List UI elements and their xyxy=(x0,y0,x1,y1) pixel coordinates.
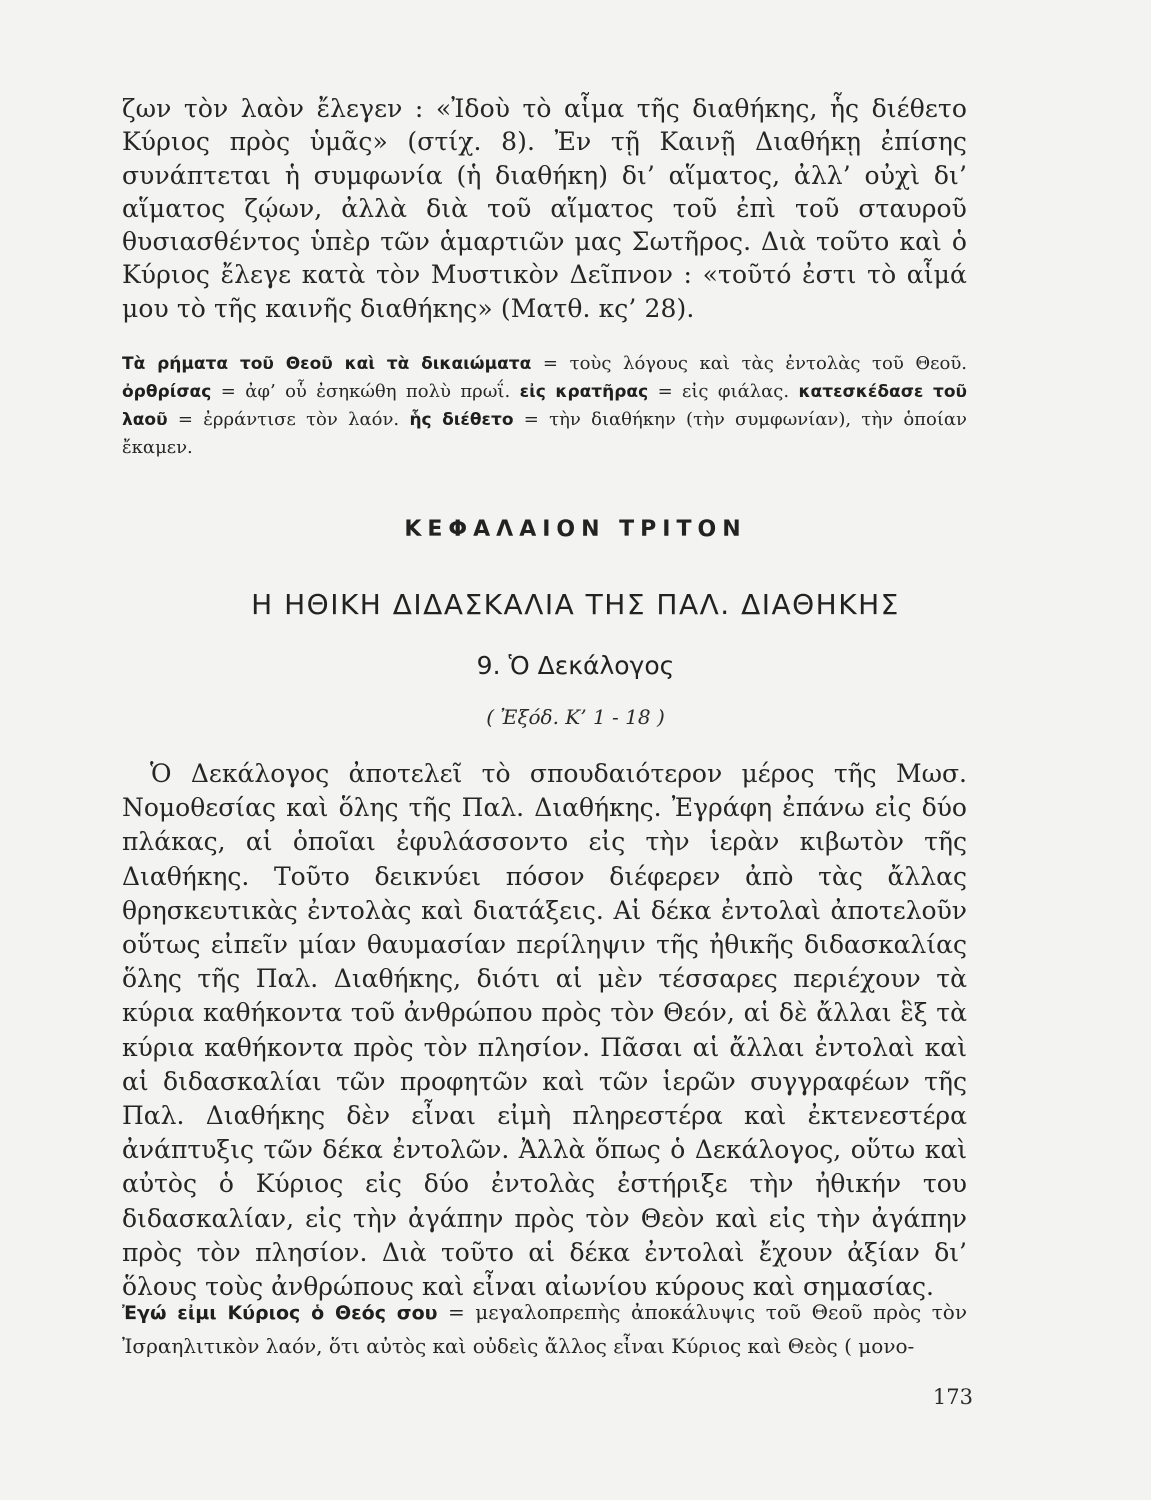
section-heading: Η ΗΘΙΚΗ ΔΙΔΑΣΚΑΛΙΑ ΤΗΣ ΠΑΛ. ΔΙΑΘΗΚΗΣ xyxy=(251,588,900,621)
gloss-definition: = εἰς φιάλας. xyxy=(648,381,799,402)
gloss-definition: = τὴν διαθήκην (τὴν συμφωνίαν), τὴν ὁποίαν ἔκαμεν. xyxy=(122,409,967,458)
gloss-term: Τὰ ρήματα τοῦ Θεοῦ καὶ τὰ δικαιώματα xyxy=(122,354,532,374)
glossary-block-1 xyxy=(122,350,967,462)
gloss-term: Ἐγώ εἰμι Κύριος ὁ Θεός σου xyxy=(122,1302,438,1324)
gloss-term: κατεσκέδασε τοῦ λαοῦ xyxy=(122,382,967,430)
gloss-definition: = μεγαλοπρεπὴς ἀποκάλυψις τοῦ Θεοῦ πρὸς τὸν Ἰσραηλιτικὸν λαόν, ὅτι αὐτὸς καὶ οὐδεὶς ἄλλος εἶναι Κύριος καὶ Θεὸς ( μονο- xyxy=(122,1300,967,1358)
chapter-heading: ΚΕΦΑΛΑΙΟΝ ΤΡΙΤΟΝ xyxy=(404,517,747,542)
gloss-definition: = ἐρράντισε τὸν λαόν. xyxy=(167,409,410,430)
subsection-heading: 9. Ὁ Δεκάλογος xyxy=(476,651,675,680)
gloss-definition: = ἀφ’ οὗ ἐσηκώθη πολὺ πρωΐ. xyxy=(211,381,520,402)
gloss-definition: = τοὺς λόγους καὶ τὰς ἐντολὰς τοῦ Θεοῦ. xyxy=(531,353,967,374)
gloss-term: ὀρθρίσας xyxy=(122,382,212,402)
gloss-term: ἧς διέθετο xyxy=(409,410,514,430)
intro-paragraph: ζων τὸν λαὸν ἔλεγεν : «Ἰδοὺ τὸ αἷμα τῆς διαθήκης, ἧς διέθετο Κύριος πρὸς ὑμᾶς» (στίχ. 8). Ἐν τῇ Καινῇ Διαθήκῃ ἐπίσης συνάπτεται ἡ συμφωνία (ἡ διαθήκη) δι’ αἵματος, ἀλλ’ οὐχὶ δι’ αἵματος ζῴων, ἀλλὰ διὰ τοῦ αἵματος τοῦ ἐπὶ τοῦ σταυροῦ θυσιασθέντος ὑπὲρ τῶν ἁμαρτιῶν μας Σωτῆρος. Διὰ τοῦτο καὶ ὁ Κύριος ἔλεγε κατὰ τὸν Μυστικὸν Δεῖπνον : «τοῦτό ἐστι τὸ αἷμά μου τὸ τῆς καινῆς διαθήκης» (Ματθ. κς’ 28). xyxy=(122,94,967,323)
glossary-block-2 xyxy=(122,1296,967,1363)
scripture-reference: ( Ἐξόδ. Κ’ 1 - 18 ) xyxy=(486,705,665,729)
gloss-term: εἰς κρατῆρας xyxy=(519,382,649,402)
page-number: 173 xyxy=(932,1385,973,1409)
main-paragraph: Ὁ Δεκάλογος ἀποτελεῖ τὸ σπουδαιότερον μέρος τῆς Μωσ. Νομοθεσίας καὶ ὅλης τῆς Παλ. Διαθήκης. Ἐγράφη ἐπάνω εἰς δύο πλάκας, αἱ ὁποῖαι ἐφυλάσσοντο εἰς τὴν ἱερὰν κιβωτὸν τῆς Διαθήκης. Τοῦτο δεικνύει πόσον διέφερεν ἀπὸ τὰς ἄλλας θρησκευτικὰς ἐντολὰς καὶ διατάξεις. Αἱ δέκα ἐντολαὶ ἀποτελοῦν οὕτως εἰπεῖν μίαν θαυμασίαν περίληψιν τῆς ἠθικῆς διδασκαλίας ὅλης τῆς Παλ. Διαθήκης, διότι αἱ μὲν τέσσαρες περιέχουν τὰ κύρια καθήκοντα τοῦ ἀνθρώπου πρὸς τὸν Θεόν, αἱ δὲ ἄλλαι ἓξ τὰ κύρια καθήκοντα πρὸς τὸν πλησίον. Πᾶσαι αἱ ἄλλαι ἐντολαὶ καὶ αἱ διδασκαλίαι τῶν προφητῶν καὶ τῶν ἱερῶν συγγραφέων τῆς Παλ. Διαθήκης δὲν εἶναι εἰμὴ πληρεστέρα καὶ ἐκτενεστέρα ἀνάπτυξις τῶν δέκα ἐντολῶν. Ἀλλὰ ὅπως ὁ Δεκάλογος, οὕτω καὶ αὐτὸς ὁ Κύριος εἰς δύο ἐντολὰς ἐστήριξε τὴν ἠθικήν του διδασκαλίαν, εἰς τὴν ἀγάπην πρὸς τὸν Θεὸν καὶ εἰς τὴν ἀγάπην πρὸς τὸν πλησίον. Διὰ τοῦτο αἱ δέκα ἐντολαὶ ἔχουν ἀξίαν δι’ ὅλους τοὺς ἀνθρώπους καὶ εἶναι αἰωνίου κύρους καὶ σημασίας. xyxy=(122,759,967,1302)
